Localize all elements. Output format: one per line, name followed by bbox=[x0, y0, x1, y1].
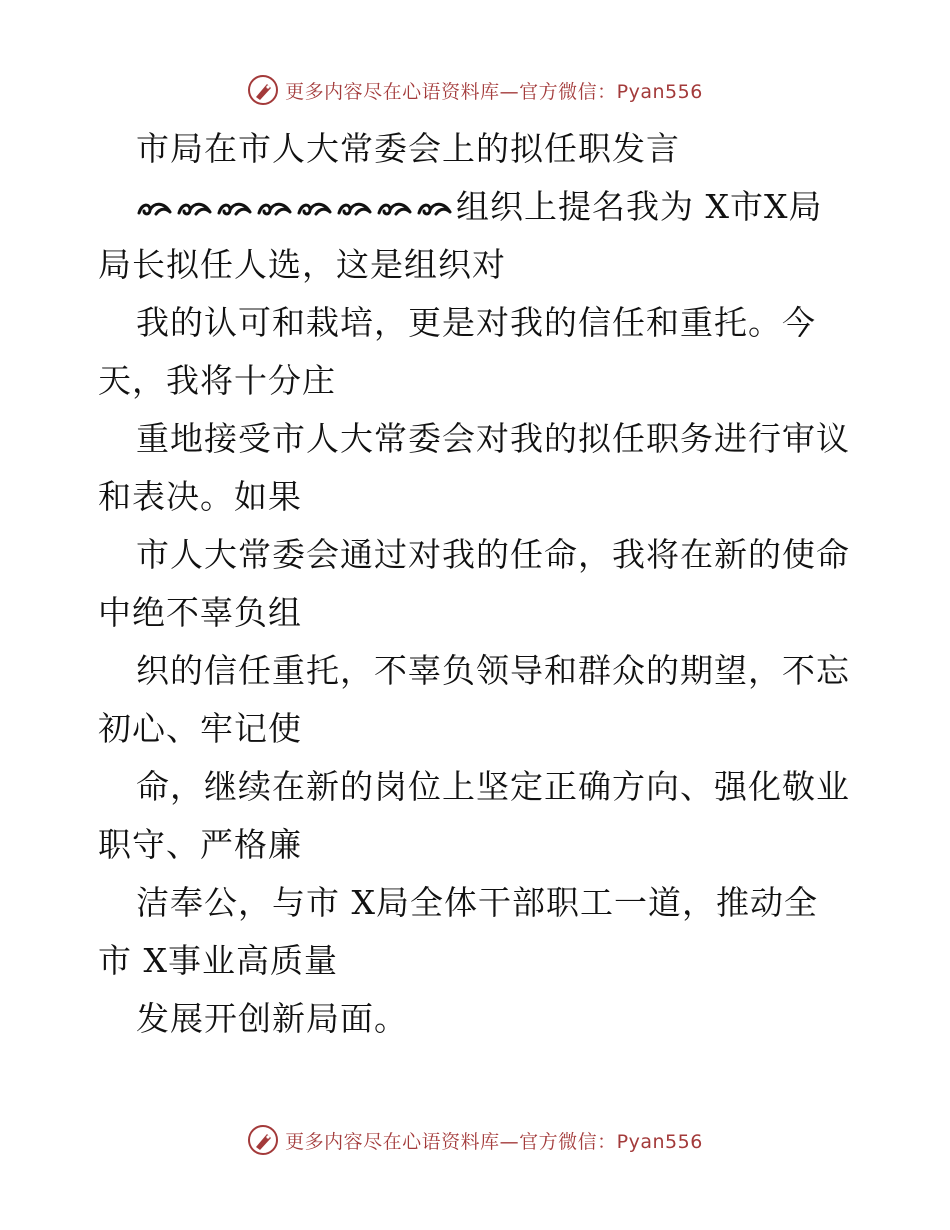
paragraph-line: 我的认可和栽培，更是对我的信任和重托。今 bbox=[136, 303, 816, 342]
paragraph-line: 发展开创新局面。 bbox=[136, 999, 408, 1038]
swirl-ornament-icon bbox=[256, 198, 294, 220]
paragraph-line: 中绝不辜负组 bbox=[98, 593, 302, 632]
ornament-row bbox=[136, 198, 454, 220]
swirl-ornament-icon bbox=[376, 198, 414, 220]
paragraph-line bbox=[98, 178, 858, 236]
brand bbox=[247, 74, 703, 106]
brand-text: 更多内容尽在心语资料库—官方微信：Pyan556 bbox=[285, 80, 703, 103]
document-title: 市局在市人大常委会上的拟任职发言 bbox=[136, 129, 680, 168]
pen-nib-logo-icon bbox=[247, 1124, 279, 1156]
paragraph-line: 织的信任重托，不辜负领导和群众的期望，不忘 bbox=[136, 651, 850, 690]
paragraph-text: 组织上提名我为 X市X局 bbox=[456, 187, 823, 226]
paragraph-line: 和表决。如果 bbox=[98, 477, 302, 516]
swirl-ornament-icon bbox=[136, 198, 174, 220]
swirl-ornament-icon bbox=[176, 198, 214, 220]
document-body bbox=[98, 120, 858, 1048]
header-watermark bbox=[0, 70, 950, 110]
paragraph-line: 洁奉公，与市 X局全体干部职工一道，推动全 bbox=[136, 883, 818, 922]
brand-text: 更多内容尽在心语资料库—官方微信：Pyan556 bbox=[285, 1130, 703, 1153]
swirl-ornament-icon bbox=[336, 198, 374, 220]
paragraph-line: 天，我将十分庄 bbox=[98, 361, 336, 400]
paragraph-line: 市人大常委会通过对我的任命，我将在新的使命 bbox=[136, 535, 850, 574]
brand bbox=[247, 1124, 703, 1156]
footer-watermark bbox=[0, 1120, 950, 1160]
swirl-ornament-icon bbox=[296, 198, 334, 220]
paragraph-line: 初心、牢记使 bbox=[98, 709, 302, 748]
paragraph-line: 局长拟任人选，这是组织对 bbox=[98, 245, 506, 284]
pen-nib-logo-icon bbox=[247, 74, 279, 106]
paragraph-line: 市 X事业高质量 bbox=[98, 941, 338, 980]
swirl-ornament-icon bbox=[416, 198, 454, 220]
paragraph-line: 命，继续在新的岗位上坚定正确方向、强化敬业 bbox=[136, 767, 850, 806]
paragraph-line: 职守、严格廉 bbox=[98, 825, 302, 864]
swirl-ornament-icon bbox=[216, 198, 254, 220]
paragraph-line: 重地接受市人大常委会对我的拟任职务进行审议 bbox=[136, 419, 850, 458]
